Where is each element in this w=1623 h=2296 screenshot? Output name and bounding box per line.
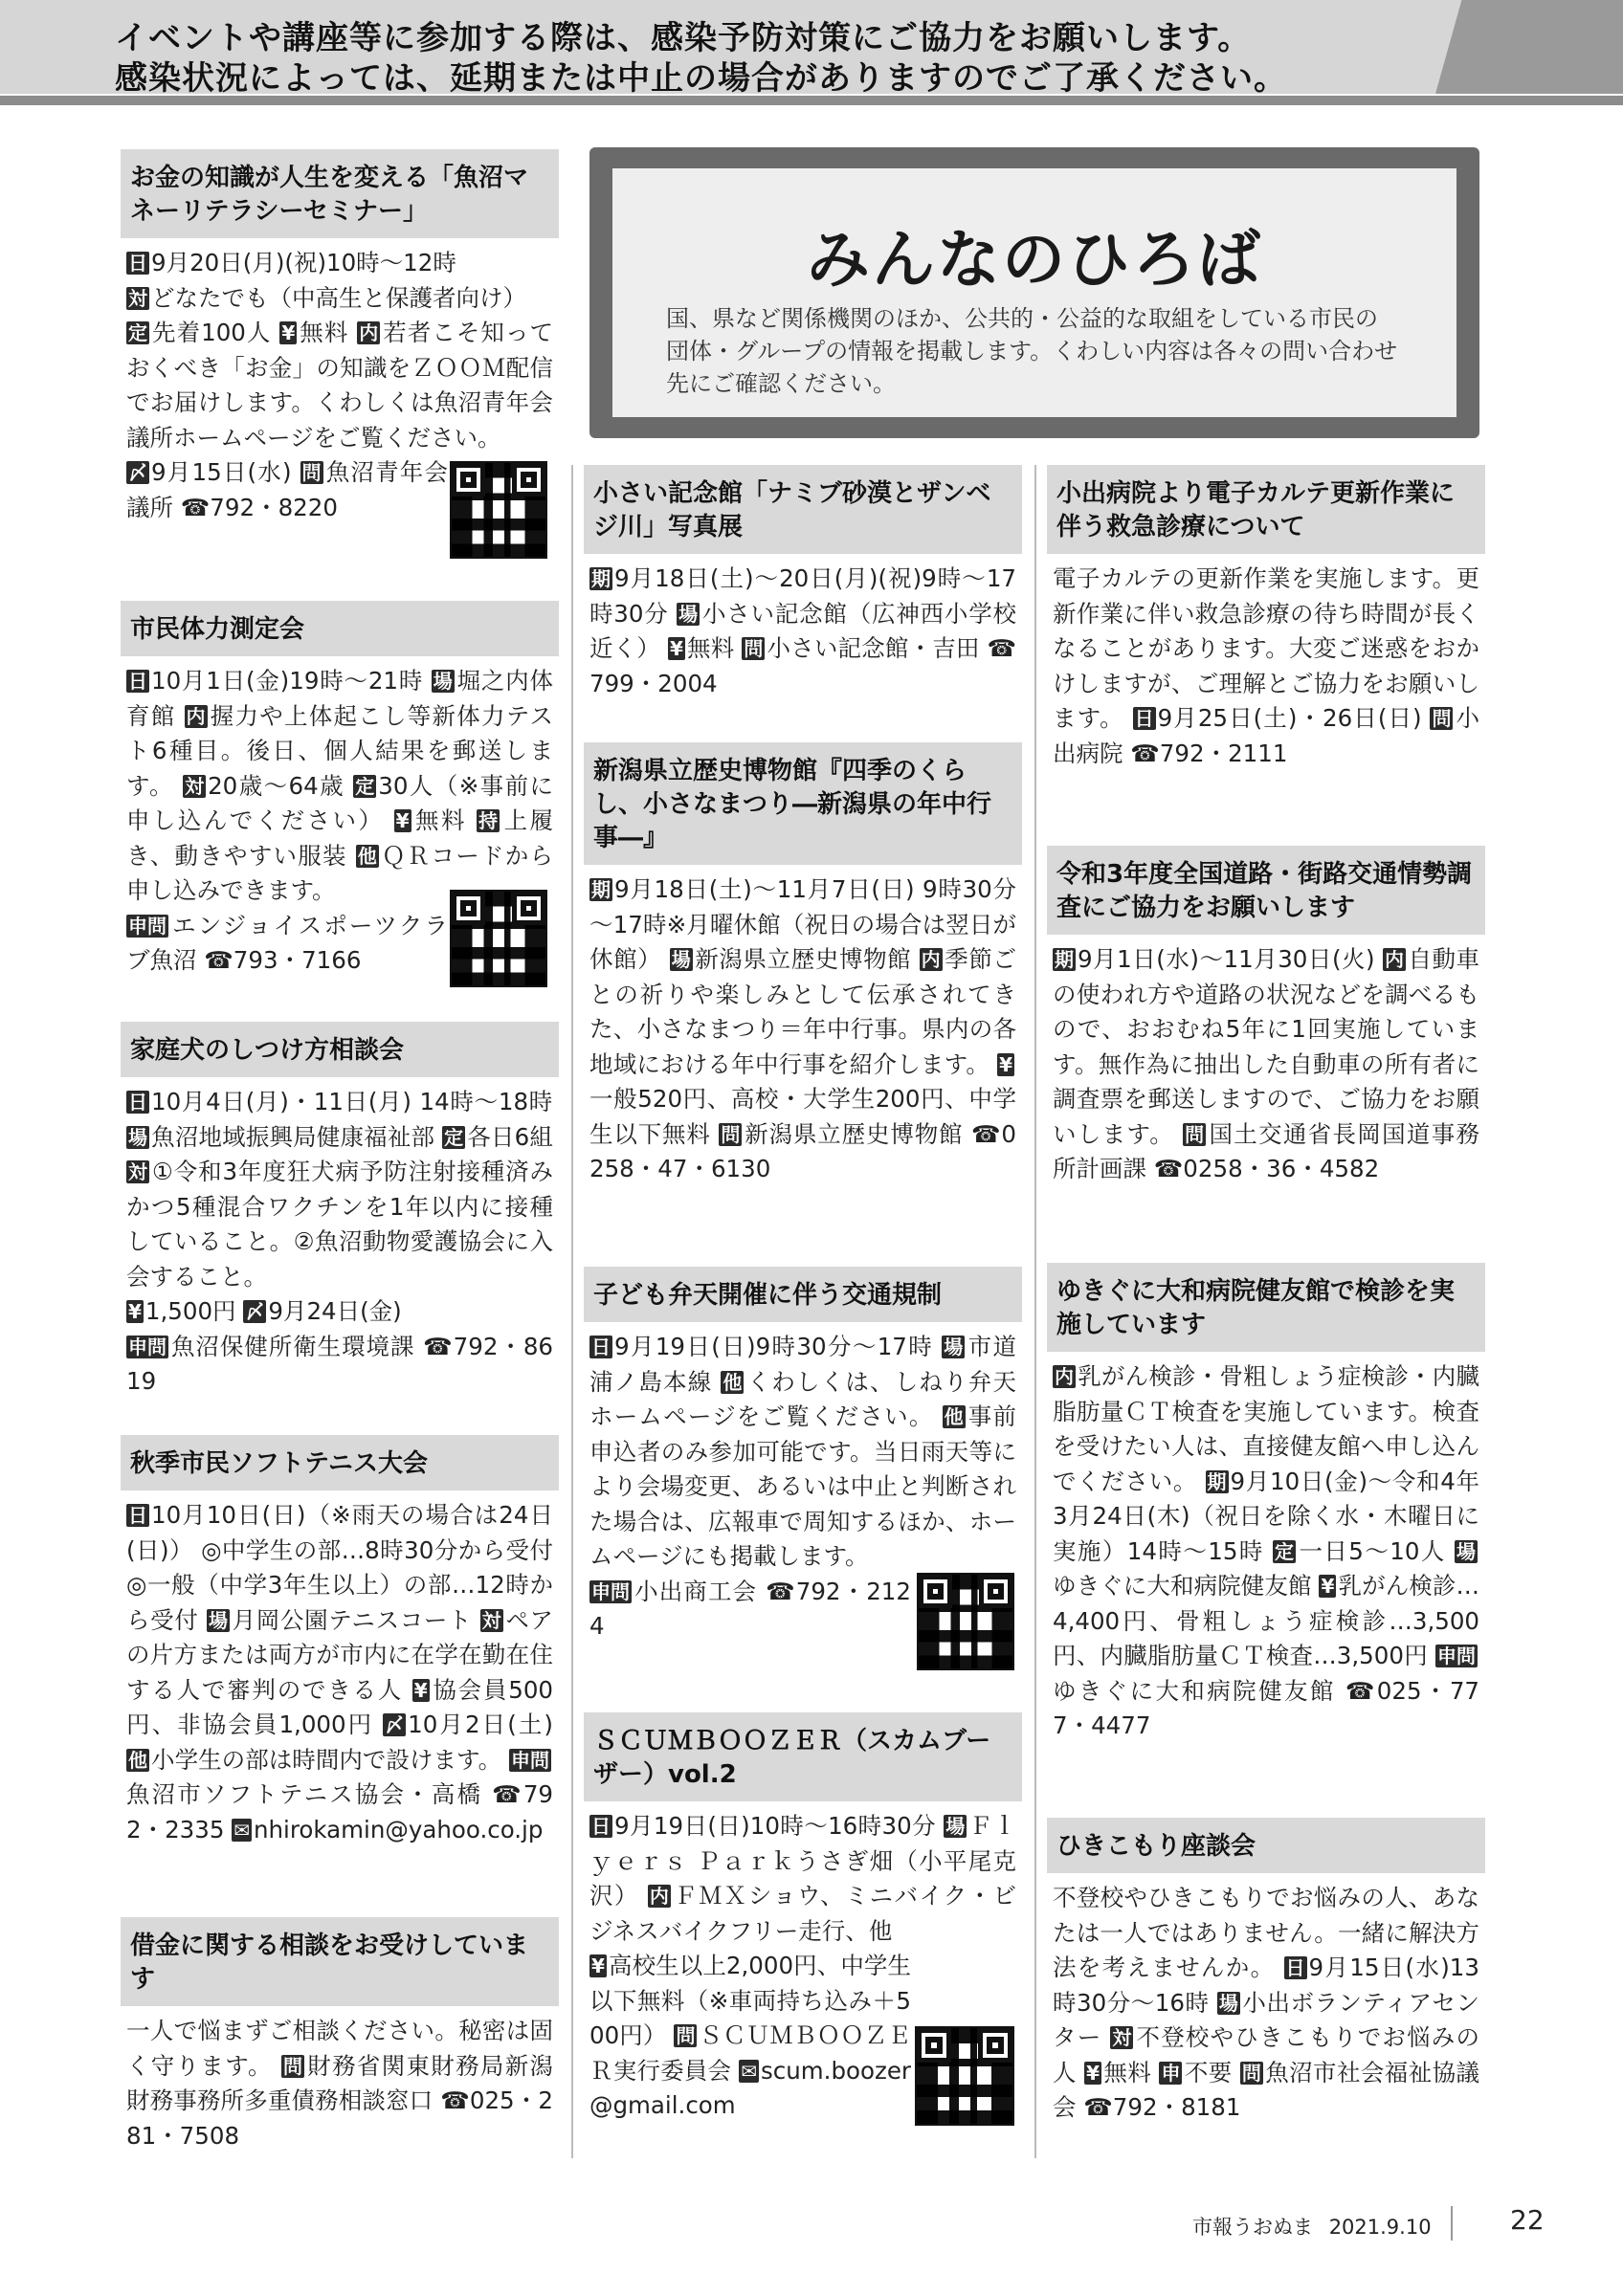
info-tag-icon: 他 (723, 1370, 743, 1394)
article-text: 若者こそ知っておくべき「お金」の知識をＺＯＯＭ配信でお届けします。くわしくは魚沼青年会議所ホームページをご覧ください。 (126, 319, 553, 452)
info-tag-icon: 申問 (128, 1335, 167, 1358)
article-text: 無料 (1103, 2058, 1160, 2086)
footer-divider (1451, 2206, 1453, 2241)
article-text: ＳＣＵＭＢＯＯＺＥＲ実行委員会 (589, 2021, 911, 2085)
article-photo-exhibition (584, 465, 1022, 701)
notice-line-2: 感染状況によっては、延期または中止の場合がありますのでご了承ください。 (115, 59, 1287, 98)
article-text: 乳がん検診・骨粗しょう症検診・内臓脂肪量ＣＴ検査を実施しています。検査を受けたい人は、直接健友館へ申し込んでください。 (1053, 1362, 1479, 1495)
info-tag-icon: 問 (676, 2024, 696, 2047)
column-divider (1034, 465, 1036, 2158)
article-text: 新潟県立歴史博物館 (694, 945, 920, 973)
info-tag-icon: 場 (1218, 1991, 1238, 2015)
info-tag-icon: 申問 (591, 1579, 630, 1603)
article-text: 一人で悩まずご相談ください。秘密は固く守ります。 (126, 2017, 553, 2080)
article-text: 市道浦ノ島本線 (589, 1333, 1017, 1396)
article-text: ペアの片方または両方が市内に在学在勤在住する人で審判のできる人 (126, 1605, 553, 1704)
article-text: 9月18日(土)～11月7日(日) 9時30分～17時※月曜休館（祝日の場合は翌日が休館） (589, 875, 1016, 973)
article-body (1047, 1873, 1485, 2126)
article-history-museum (584, 742, 1022, 1187)
info-tag-icon: 場 (128, 1125, 147, 1149)
article-title: 秋季市民ソフトテニス大会 (121, 1435, 559, 1490)
info-tag-icon: 内 (649, 1885, 669, 1908)
notice-banner (0, 0, 1623, 107)
info-tag-icon: ¥ (999, 1052, 1012, 1076)
article-text: 堀之内体育館 (126, 667, 553, 730)
info-tag-icon: 内 (359, 321, 379, 344)
article-text: 魚沼地域振興局健康福祉部 (151, 1122, 443, 1151)
article-text: 小さい記念館・吉田 ☎799・2004 (589, 634, 1016, 697)
article-text: 小さい記念館（広神西小学校近く） (589, 599, 1017, 662)
info-tag-icon: 問 (301, 461, 322, 484)
article-body (1047, 1352, 1485, 1744)
article-text: 9月15日(水) (151, 458, 300, 486)
info-tag-icon: 申 (1161, 2061, 1181, 2085)
article-text: 9月18日(土)～20日(月)(祝)9時～17時30分 (589, 564, 1016, 628)
info-tag-icon: 問 (721, 1122, 741, 1146)
footer-date: 2021.9.10 (1328, 2216, 1432, 2239)
article-text: 月岡公園テニスコート (231, 1605, 480, 1634)
article-body (1047, 554, 1485, 771)
info-tag-icon: 内 (186, 704, 206, 728)
info-tag-icon: ¥ (1086, 2061, 1101, 2085)
article-body (584, 865, 1022, 1187)
article-text: 不要 (1184, 2058, 1240, 2086)
info-tag-icon: 対 (481, 1608, 501, 1632)
info-tag-icon: 日 (1134, 707, 1154, 730)
article-text: 10月10日(日)（※雨天の場合は24日(日)） ◎中学生の部…8時30分から受付 ◎一般（中学3年生以上）の部…12時から受付 (126, 1501, 553, 1634)
info-tag-icon: ¥ (669, 637, 683, 660)
info-tag-icon: 他 (128, 1748, 147, 1772)
page-number: 22 (1510, 2204, 1545, 2236)
article-text: 一般520円、高校・大学生200円、中学生以下無料 (589, 1085, 1016, 1148)
info-tag-icon: 〆 (245, 1300, 265, 1323)
article-text: 9月19日(日)10時～16時30分 (614, 1812, 945, 1840)
plaza-sign (589, 147, 1479, 438)
article-title: お金の知識が人生を変える「魚沼マネーリテラシーセミナー」 (121, 149, 559, 238)
info-tag-icon: 日 (128, 252, 147, 275)
info-tag-icon: 場 (433, 670, 453, 693)
article-text: どなたでも（中高生と保護者向け） (151, 283, 526, 312)
qr-code[interactable] (915, 2026, 1014, 2126)
info-tag-icon: 内 (1055, 1365, 1074, 1388)
info-tag-icon: 持 (478, 809, 499, 832)
article-soft-tennis (121, 1435, 559, 1847)
info-tag-icon: ✉ (233, 1818, 250, 1842)
article-text: ①令和3年度狂犬病予防注射接種済みかつ5種混合ワクチンを1年以内に接種していること。②魚沼動物愛護協会に入会すること。 (126, 1158, 553, 1291)
info-tag-icon: 期 (591, 567, 611, 590)
article-text: Ｆｌｙｅｒｓ Ｐａｒｋうさぎ畑（小平尾克沢） (589, 1812, 1016, 1910)
info-tag-icon: 定 (1275, 1539, 1295, 1563)
article-text: 財務省関東財務局新潟財務事務所多重債務相談窓口 ☎025・281・7508 (126, 2051, 554, 2150)
info-tag-icon: 対 (185, 774, 205, 798)
article-text: 協会員500円、非協会員1,000円 (126, 1675, 554, 1738)
info-tag-icon: 場 (678, 602, 699, 626)
info-tag-icon: 定 (355, 774, 375, 798)
info-tag-icon: 対 (1112, 2026, 1132, 2049)
info-tag-icon: 場 (945, 1815, 966, 1838)
article-title: ひきこもり座談会 (1047, 1818, 1485, 1873)
article-text: 無料 (412, 806, 478, 834)
info-tag-icon: 問 (1432, 707, 1452, 730)
scumboozer-email-link[interactable]: scum.boozer@gmail.com (589, 2056, 911, 2119)
article-title: 子ども弁天開催に伴う交通規制 (584, 1267, 1022, 1322)
article-text: 一日5～10人 (1298, 1536, 1455, 1565)
article-title: 市民体力測定会 (121, 601, 559, 656)
article-text: 先着100人 (151, 319, 280, 346)
article-dog-training (121, 1022, 559, 1400)
info-tag-icon: 期 (1055, 948, 1074, 971)
article-text: 小出商工会 ☎792・2124 (589, 1577, 911, 1640)
info-tag-icon: 問 (744, 637, 764, 660)
article-text: 高校生以上2,000円、中学生以下無料（※車両持ち込み＋500円） (589, 1952, 911, 2049)
article-text: 無料 (686, 634, 743, 662)
article-text: 魚沼市社会福祉協議会 ☎792・8181 (1053, 2058, 1479, 2121)
info-tag-icon: 場 (1456, 1539, 1476, 1563)
article-text: 無料 (299, 319, 358, 346)
article-text: 10月2日(土) (408, 1711, 553, 1738)
qr-code[interactable] (450, 890, 547, 987)
article-text: 20歳～64歳 (208, 771, 354, 800)
info-tag-icon: 他 (944, 1405, 964, 1428)
info-tag-icon: 申問 (128, 914, 167, 938)
info-tag-icon: 問 (1185, 1122, 1205, 1146)
article-debt-consultation (121, 1917, 559, 2153)
info-tag-icon: 日 (591, 1815, 611, 1838)
info-tag-icon: 日 (591, 1336, 611, 1358)
article-text: 9月10日(金)～令和4年3月24日(木)（祝日を除く水・木曜日に実施）14時～15時 (1053, 1467, 1479, 1565)
info-tag-icon: 〆 (128, 461, 147, 484)
article-text: 30人（※事前に申し込んでください） (126, 771, 553, 834)
article-body (121, 2006, 559, 2153)
footer-publication-name: 市報うおぬま (1192, 2216, 1313, 2239)
article-title: ゆきぐに大和病院健友館で検診を実施しています (1047, 1263, 1485, 1352)
article-text: 魚沼保健所衛生環境課 ☎792・8619 (126, 1332, 553, 1395)
article-traffic-restriction (584, 1267, 1022, 1645)
article-text: 魚沼青年会議所 ☎792・8220 (126, 458, 449, 521)
info-tag-icon: ¥ (128, 1300, 142, 1323)
info-tag-icon: ¥ (1321, 1575, 1335, 1598)
info-tag-icon: 内 (921, 948, 941, 971)
article-title: 小さい記念館「ナミブ砂漠とザンベジ川」写真展 (584, 465, 1022, 554)
article-text: 9月19日(日)9時30分～17時 (614, 1333, 943, 1360)
article-text: 小出ボランティアセンター (1053, 1988, 1479, 2051)
info-tag-icon: 内 (1384, 948, 1404, 971)
article-text: エンジョイスポーツクラブ魚沼 ☎793・7166 (126, 911, 448, 974)
article-text: 各日6組 (467, 1122, 553, 1151)
info-tag-icon: 申問 (511, 1748, 549, 1772)
article-text: 9月24日(金) (268, 1297, 402, 1325)
article-text: 小出病院 ☎792・2111 (1053, 704, 1480, 767)
info-tag-icon: ¥ (591, 1954, 605, 1977)
info-tag-icon: 日 (128, 670, 147, 693)
article-health-checkup (1047, 1263, 1485, 1744)
article-text: 不登校やひきこもりでお悩みの人 (1053, 2023, 1479, 2086)
info-tag-icon: 問 (282, 2054, 302, 2078)
article-money-seminar (121, 149, 559, 525)
article-text: 国土交通省長岡国道事務所計画課 ☎0258・36・4582 (1053, 1119, 1480, 1182)
info-tag-icon: 日 (128, 1504, 147, 1527)
article-body (121, 1077, 559, 1400)
article-body (584, 554, 1022, 701)
notice-line-1: イベントや講座等に参加する際は、感染予防対策にご協力をお願いします。 (115, 19, 1252, 57)
info-tag-icon: 対 (128, 286, 147, 310)
article-text: くわしくは、しねり弁天ホームページをご覧ください。 (589, 1367, 1016, 1430)
article-text: 魚沼市ソフトテニス協会・高橋 ☎792・2335 (126, 1780, 553, 1843)
qr-code[interactable] (450, 461, 547, 559)
article-text: 握力や上体起こし等新体力テスト6種目。後日、個人結果を郵送します。 (126, 701, 553, 800)
article-fitness-test (121, 601, 559, 979)
article-title: ＳＣＵＭＢＯＯＺＥＲ（スカムブーザー）vol.2 (584, 1712, 1022, 1801)
article-text: 9月15日(水)13時30分～16時 (1053, 1954, 1479, 2017)
info-tag-icon: ¥ (281, 321, 296, 344)
article-text: 乳がん検診…4,400円、骨粗しょう症検診…3,500円、内臓脂肪量ＣＴ検査…3,500円 (1053, 1572, 1479, 1669)
plaza-description: 国、県など関係機関のほか、公共的・公益的な取組をしている市民の団体・グループの情報を掲載します。くわしい内容は各々の問い合わせ先にご確認ください。 (666, 305, 1398, 397)
article-text: 新潟県立歴史博物館 ☎0258・47・6130 (589, 1119, 1016, 1182)
article-text: ゆきぐに大和病院健友館 (1053, 1572, 1320, 1600)
info-tag-icon: 日 (1285, 1956, 1305, 1979)
article-road-survey (1047, 846, 1485, 1187)
article-text: 不登校やひきこもりでお悩みの人、あなたは一人ではありません。一緒に解決方法を考えませんか。 (1053, 1884, 1479, 1981)
article-text: 季節ごとの祈りや楽しみとして伝承されてきた、小さなまつり＝年中行事。県内の各地域における年中行事を紹介します。 (589, 945, 1016, 1078)
info-tag-icon: 申問 (1437, 1645, 1476, 1667)
article-text: 自動車の使われ方や道路の状況などを調べるもので、おおむね5年に1回実施しています。無作為に抽出した自動車の所有者に調査票を郵送しますので、ご協力をお願いします。 (1053, 945, 1480, 1148)
article-scumboozer (584, 1712, 1022, 2124)
article-title: 借金に関する相談をお受けしています (121, 1917, 559, 2006)
info-tag-icon: ¥ (395, 809, 410, 832)
article-title: 家庭犬のしつけ方相談会 (121, 1022, 559, 1077)
article-body (121, 1490, 559, 1847)
article-title: 令和3年度全国道路・街路交通情勢調査にご協力をお願いします (1047, 846, 1485, 935)
article-text: 9月1日(水)～11月30日(火) (1078, 945, 1383, 973)
info-tag-icon: 場 (208, 1608, 228, 1632)
article-text: ゆきぐに大和病院健友館 ☎025・777・4477 (1053, 1676, 1479, 1739)
column-divider (571, 465, 573, 2158)
info-tag-icon: 期 (591, 878, 611, 901)
tennis-email-link[interactable]: nhirokamin@yahoo.co.jp (254, 1815, 544, 1843)
article-body (1047, 935, 1485, 1187)
article-text: ＦＭＸショウ、ミニバイク・ビジネスバイクフリー走行、他 (589, 1882, 1016, 1945)
qr-code[interactable] (917, 1573, 1014, 1670)
article-title: 小出病院より電子カルテ更新作業に伴う救急診療について (1047, 465, 1485, 554)
article-hikikomori (1047, 1818, 1485, 2126)
info-tag-icon: 問 (1241, 2061, 1261, 2085)
footer-publication (1192, 2212, 1432, 2241)
article-text: 上履き、動きやすい服装 (126, 806, 554, 870)
article-text: 1,500円 (145, 1297, 244, 1325)
info-tag-icon: ✉ (741, 2059, 758, 2083)
info-tag-icon: ¥ (413, 1678, 428, 1702)
article-koide-hospital (1047, 465, 1485, 771)
article-text: 小学生の部は時間内で設けます。 (151, 1745, 509, 1774)
article-text: ＱＲコードから申し込みできます。 (126, 841, 554, 904)
info-tag-icon: 場 (944, 1336, 964, 1358)
article-text: 9月20日(月)(祝)10時～12時 (151, 249, 456, 276)
info-tag-icon: 対 (128, 1160, 147, 1183)
info-tag-icon: 定 (128, 321, 147, 344)
article-title: 新潟県立歴史博物館『四季のくらし、小さなまつり―新潟県の年中行事―』 (584, 742, 1022, 865)
info-tag-icon: 定 (444, 1125, 464, 1149)
article-text: 10月4日(月)・11日(月) 14時～18時 (151, 1088, 553, 1115)
info-tag-icon: 期 (1207, 1469, 1227, 1493)
article-text: 9月25日(土)・26日(日) (1157, 704, 1431, 732)
plaza-title: みんなのひろば (807, 223, 1262, 297)
info-tag-icon: 他 (357, 844, 377, 868)
info-tag-icon: 日 (128, 1091, 147, 1114)
info-tag-icon: 場 (671, 948, 691, 971)
article-text: 事前申込者のみ参加可能です。当日雨天等により会場変更、あるいは中止と判断された場合は、広報車で周知するほか、ホームページにも掲載します。 (589, 1402, 1016, 1570)
article-text: 電子カルテの更新作業を実施します。更新作業に伴い救急診療の待ち時間が長くなることがあります。大変ご迷惑をおかけしますが、ご理解とご協力をお願いします。 (1053, 564, 1479, 732)
article-text: 10月1日(金)19時～21時 (151, 667, 432, 695)
info-tag-icon: 〆 (385, 1713, 405, 1736)
